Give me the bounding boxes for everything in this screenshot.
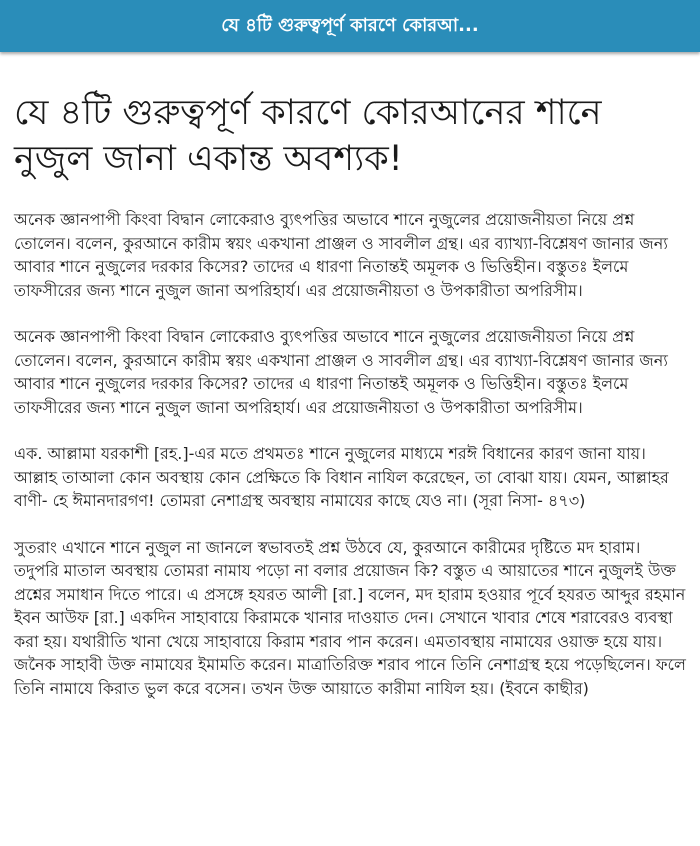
article-content[interactable]	[0, 52, 700, 846]
article-paragraph-2: অনেক জ্ঞানপাপী কিংবা বিদ্বান লোকেরাও ব্যুৎপত্তির অভাবে শানে নুজুলের প্রয়োজনীয়তা নিয়ে প্রশ্ন তোলেন। বলেন, কুরআনে কারীম স্বয়ং একখানা প্রাঞ্জল ও সাবলীল গ্রন্থ। এর ব্যাখ্যা-বিশ্লেষণ জানার জন্য আবার শানে নুজুলের দরকার কিসের? তাদের এ ধারণা নিতান্তই অমূলক ও ভিত্তিহীন। বস্তুতঃ ইলমে তাফসীরের জন্য শানে নুজুল জানা অপরিহার্য। এর প্রয়োজনীয়তা ও উপকারীতা অপরিসীম।	[14, 327, 668, 417]
app-bar	[0, 0, 700, 52]
article-paragraph-4: সুতরাং এখানে শানে নুজুল না জানলে স্বভাবতই প্রশ্ন উঠবে যে, কুরআনে কারীমের দৃষ্টিতে মদ হারাম। তদুপরি মাতাল অবস্থায় তোমরা নামায পড়ো না বলার প্রয়োজন কি? বস্তুত এ আয়াতের শানে নুজুলই উক্ত প্রশ্নের সমাধান দিতে পারে। এ প্রসঙ্গে হযরত আলী [রা.] বলেন, মদ হারাম হওয়ার পূর্বে হযরত আব্দুর রহমান ইবন আউফ [রা.] একদিন সাহাবায়ে কিরামকে খানার দাওয়াত দেন। সেখানে খাবার শেষে শরাবেরও ব্যবস্থা করা হয়। যথারীতি খানা খেয়ে সাহাবায়ে কিরাম শরাব পান করেন। এমতাবস্থায় নামাযের ওয়াক্ত হয়ে যায়। জনৈক সাহাবী উক্ত নামাযের ইমামতি করেন। মাত্রাতিরিক্ত শরাব পানে তিনি নেশাগ্রস্থ হয়ে পড়েছিলেন। ফলে তিনি নামাযে কিরাত ভুল করে বসেন। তখন উক্ত আয়াতে কারীমা নাযিল হয়। (ইবনে কাছীর)	[14, 537, 686, 698]
article-title: যে ৪টি গুরুত্বপূর্ণ কারণে কোরআনের শানে নুজুল জানা একান্ত অবশ্যক!	[14, 93, 602, 179]
article-paragraph-1: অনেক জ্ঞানপাপী কিংবা বিদ্বান লোকেরাও ব্যুৎপত্তির অভাবে শানে নুজুলের প্রয়োজনীয়তা নিয়ে প্রশ্ন তোলেন। বলেন, কুরআনে কারীম স্বয়ং একখানা প্রাঞ্জল ও সাবলীল গ্রন্থ। এর ব্যাখ্যা-বিশ্লেষণ জানার জন্য আবার শানে নুজুলের দরকার কিসের? তাদের এ ধারণা নিতান্তই অমূলক ও ভিত্তিহীন। বস্তুতঃ ইলমে তাফসীরের জন্য শানে নুজুল জানা অপরিহার্য। এর প্রয়োজনীয়তা ও উপকারীতা অপরিসীম।	[14, 210, 668, 300]
app-bar-title: যে ৪টি গুরুত্বপূর্ণ কারণে কোরআ...	[221, 14, 479, 36]
article-paragraph-3: এক. আল্লামা যরকাশী [রহ.]-এর মতে প্রথমতঃ শানে নুজুলের মাধ্যমে শরঈ বিধানের কারণ জানা যায়। আল্লাহ তাআলা কোন অবস্থায় কোন প্রেক্ষিতে কি বিধান নাযিল করেছেন, তা বোঝা যায়। যেমন, আল্লাহর বাণী- হে ঈমানদারগণ! তোমরা নেশাগ্রস্থ অবস্থায় নামাযের কাছে যেও না। (সূরা নিসা- ৪৭৩)	[14, 444, 669, 510]
